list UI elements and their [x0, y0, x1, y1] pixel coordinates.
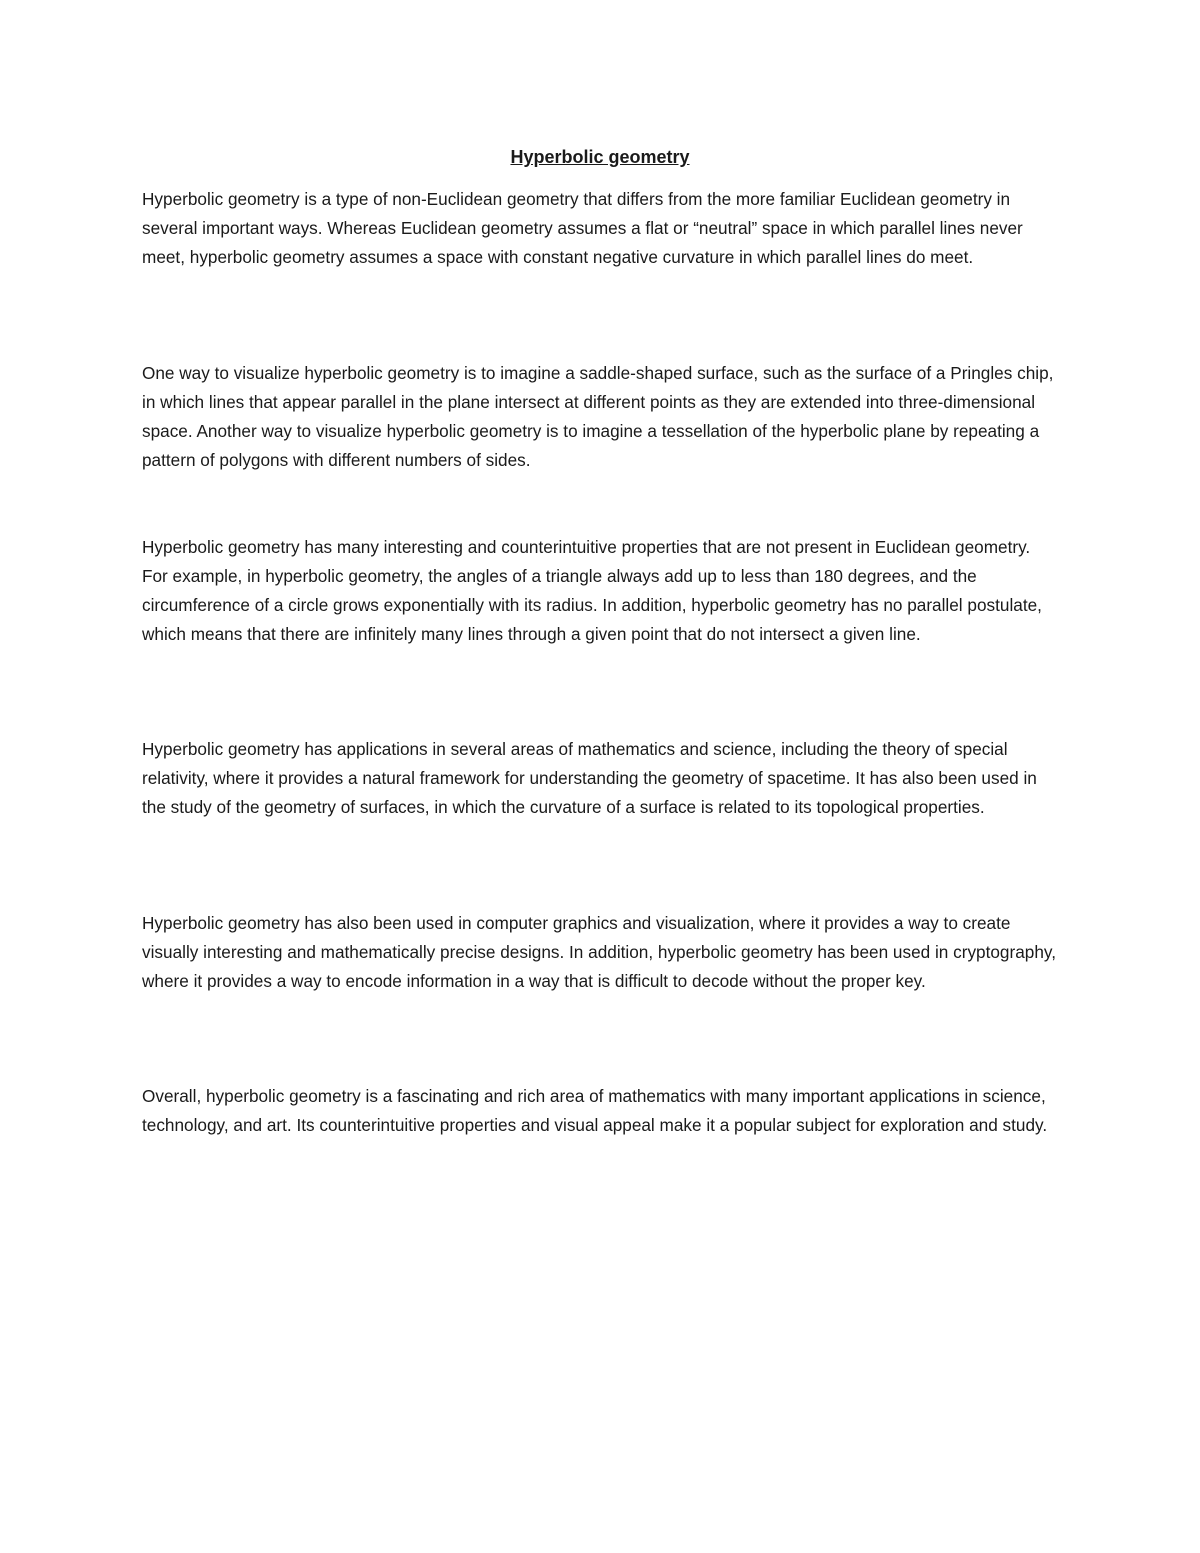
paragraph: Hyperbolic geometry has also been used in computer graphics and visualization, where it provides a way to create visually interesting and mathematically precise designs. In addition, hyperbolic geometry has been used in cryptography, where it provides a way to encode information in a way that is difficult to decode without the proper key. [142, 913, 1056, 991]
paragraph: One way to visualize hyperbolic geometry is to imagine a saddle-shaped surface, such as the surface of a Pringles chip, in which lines that appear parallel in the plane intersect at different points as they are extended into three-dimensional space. Another way to visualize hyperbolic geometry is to imagine a tessellation of the hyperbolic plane by repeating a pattern of polygons with different numbers of sides. [142, 363, 1054, 470]
paragraph: Hyperbolic geometry has many interesting and counterintuitive properties that are not present in Euclidean geometry. For example, in hyperbolic geometry, the angles of a triangle always add up to less than 180 degrees, and the circumference of a circle grows exponentially with its radius. In addition, hyperbolic geometry has no parallel postulate, which means that there are infinitely many lines through a given point that do not intersect a given line. [142, 537, 1042, 644]
document-title: Hyperbolic geometry [510, 147, 690, 167]
paragraph: Hyperbolic geometry has applications in several areas of mathematics and science, including the theory of special relativity, where it provides a natural framework for understanding the geometry of spacetime. It has also been used in the study of the geometry of surfaces, in which the curvature of a surface is related to its topological properties. [142, 739, 1037, 817]
paragraph: Hyperbolic geometry is a type of non-Euclidean geometry that differs from the more familiar Euclidean geometry in several important ways. Whereas Euclidean geometry assumes a flat or “neutral” space in which parallel lines never meet, hyperbolic geometry assumes a space with constant negative curvature in which parallel lines do meet. [142, 189, 1023, 267]
paragraph: Overall, hyperbolic geometry is a fascinating and rich area of mathematics with many important applications in science, technology, and art. Its counterintuitive properties and visual appeal make it a popular subject for exploration and study. [142, 1086, 1048, 1135]
